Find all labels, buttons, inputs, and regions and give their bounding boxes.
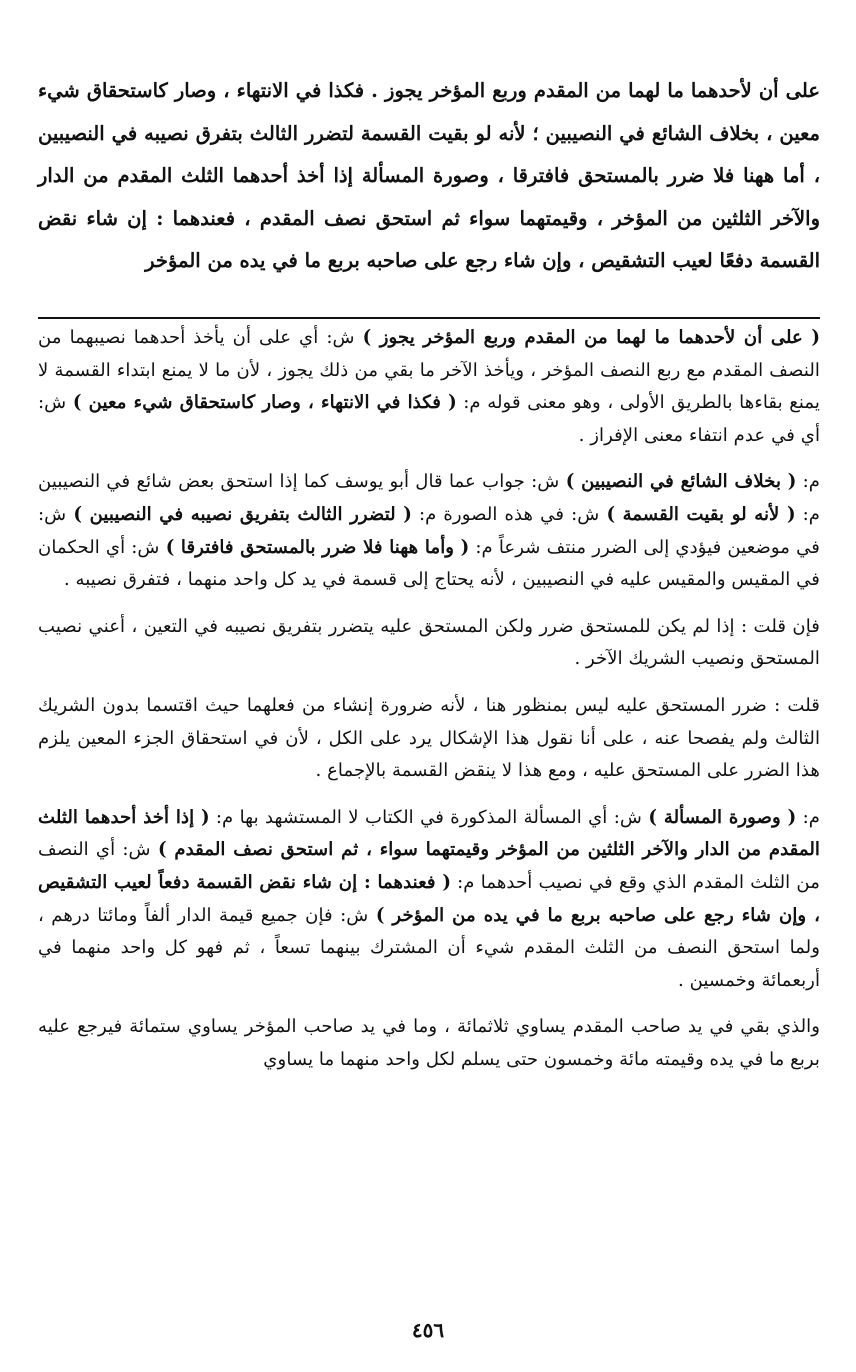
commentary-paragraph [38, 466, 820, 596]
main-text: على أن لأحدهما ما لهما من المقدم وربع المؤخر يجوز . فكذا في الانتهاء ، وصار كاستحقاق شيء معين ، بخلاف الشائع في النصيبين ؛ لأنه لو بقيت القسمة لتضرر الثالث بتفرق نصيبه في النصيبين ، أما ههنا فلا ضرر بالمستحق فافترقا ، وصورة المسألة إذا أخذ أحدهما الثلث المقدم من الدار والآخر الثلثين من المؤخر ، وقيمتهما سواء ثم استحق نصف المقدم ، فعندهما : إن شاء نقض القسمة دفعًا لعيب التشقيص ، وإن شاء رجع على صاحبه بربع ما في يده من المؤخر [38, 79, 820, 272]
commentary-paragraph [38, 1011, 820, 1076]
commentary-text: قلت : ضرر المستحق عليه ليس بمنظور هنا ، لأنه ضرورة إنشاء من فعلهما حيث اقتسما بدون الشريك الثالث ولم يفصحا عنه ، على أنا نقول هذا الإشكال يرد على الكل ، لأن في استحقاق الجزء المعين يلزم هذا الضرر على المستحق عليه ، ومع هذا لا ينقض القسمة بالإجماع . [38, 694, 820, 782]
commentary-paragraph [38, 802, 820, 998]
commentary-text: م: [796, 806, 820, 828]
quoted-text: ( فكذا في الانتهاء ، وصار كاستحقاق شيء معين ) [72, 392, 457, 414]
commentary-text: ش: أي على أن يأخذ أحدهما نصيبهما من النصف المقدم مع ربع النصف المؤخر ، ويأخذ الآخر ما بقي من ذلك يجوز ، لأن ما لا يمنع ابتداء القسمة لا يمنع بقاءها بالطريق الأولى ، وهو معنى قوله م: [38, 327, 820, 414]
commentary-text: ش: أي النصف من الثلث المقدم الذي وقع في نصيب أحدهما م: [38, 839, 820, 893]
text-divider [38, 317, 820, 319]
quoted-text: ( وصورة المسألة ) [648, 806, 797, 828]
commentary-text: والذي بقي في يد صاحب المقدم يساوي ثلاثمائة ، وما في يد صاحب المؤخر يساوي ستمائة فيرجع عليه بربع ما في يده وقيمته مائة وخمسون حتى يسلم لكل واحد منهما ما يساوي [38, 1016, 820, 1070]
quoted-text: ( بخلاف الشائع في النصيبين ) [565, 471, 797, 493]
commentary-text: ش: في هذه الصورة م: [411, 503, 607, 525]
quoted-text: ( إذا أخذ أحدهما الثلث المقدم من الدار والآخر الثلثين من المؤخر وقيمتهما سواء ، ثم استحق نصف المقدم ) [38, 806, 820, 861]
commentary-paragraph [38, 322, 820, 452]
quoted-text: ( على أن لأحدهما ما لهما من المقدم وربع المؤخر يجوز ) [362, 327, 820, 348]
main-text-block [38, 70, 820, 283]
commentary-text: ش: أي المسألة المذكورة في الكتاب لا المستشهد بها م: [209, 806, 649, 828]
commentary-text: ش: جواب عما قال أبو يوسف كما إذا استحق بعض شائع في النصيبين م: [38, 471, 821, 525]
commentary-text: ش: في موضعين فيؤدي إلى الضرر منتف شرعاً م: [38, 503, 820, 558]
page-number: ٤٥٦ [411, 1318, 445, 1342]
commentary-paragraph [38, 690, 820, 788]
commentary-text: ش: فإن جميع قيمة الدار ألفاً ومائتا درهم ، ولما استحق النصف من الثلث المقدم شيء أن المشترك بينهما تسعاً ، ثم فهو كل واحد منهما في أربعمائة وخمسين . [38, 904, 820, 991]
commentary-text: فإن قلت : إذا لم يكن للمستحق ضرر ولكن المستحق عليه يتضرر بتفريق نصيبه في التعين ، أعني نصيب المستحق ونصيب الشريك الآخر . [38, 615, 820, 670]
quoted-text: ( فعندهما : إن شاء نقض القسمة دفعاً لعيب التشقيص ، وإن شاء رجع على صاحبه بربع ما في يده من المؤخر ) [38, 871, 821, 926]
commentary-block [38, 322, 820, 1090]
commentary-text: ش: أي الحكمان في المقيس والمقيس عليه في النصيبين ، لأنه يحتاج إلى قسمة في يد كل واحد منهما ، فتفرق نصيبه . [38, 536, 820, 591]
commentary-paragraph [38, 611, 820, 676]
quoted-text: ( وأما ههنا فلا ضرر بالمستحق فافترقا ) [165, 536, 470, 558]
commentary-text: م: [796, 471, 821, 493]
commentary-text: ش: أي في عدم انتفاء معنى الإفراز . [38, 392, 820, 446]
quoted-text: ( لتضرر الثالث بتفريق نصيبه في النصيبين ) [73, 503, 412, 525]
quoted-text: ( لأنه لو بقيت القسمة ) [606, 503, 796, 525]
